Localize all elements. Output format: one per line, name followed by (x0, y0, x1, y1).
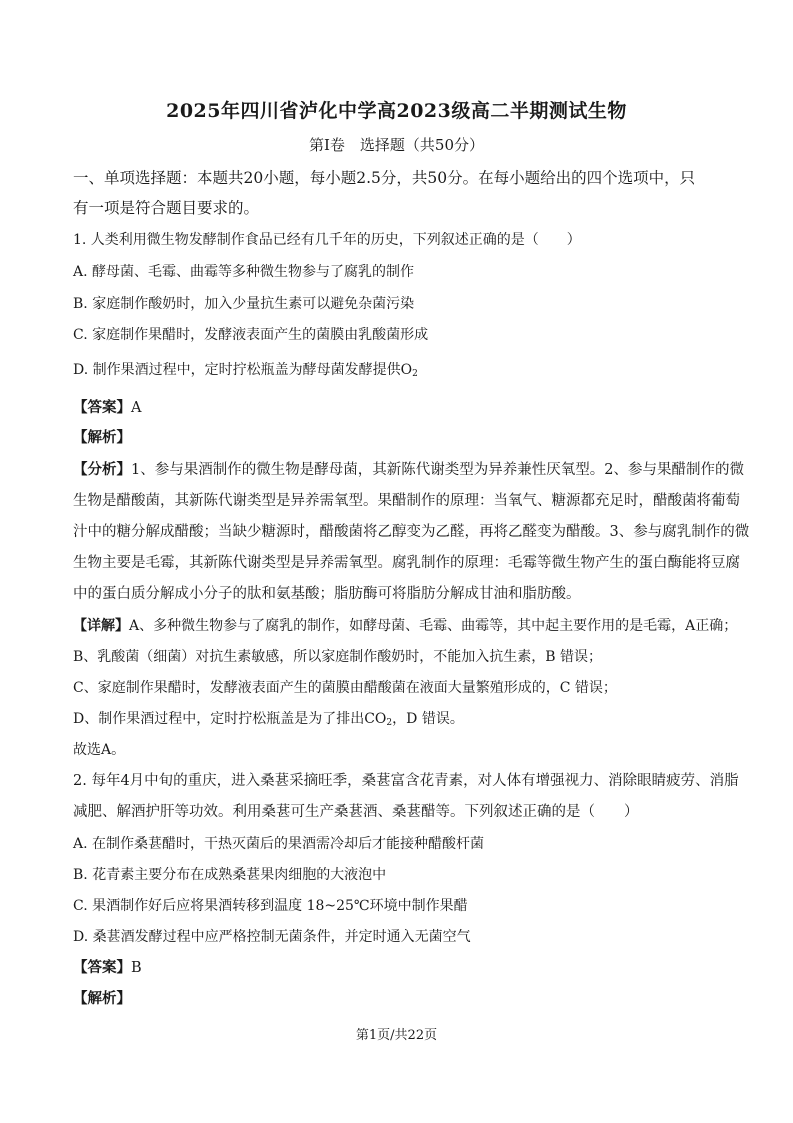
section-instruction-line-2: 有一项是符合题目要求的。 (73, 199, 260, 217)
page-number: 第1页/共22页 (355, 1028, 438, 1043)
question-1-stem: 1. 人类利用微生物发酵制作食品已经有几千年的历史，下列叙述正确的是（ ） (73, 232, 581, 248)
question-2-stem-line-1: 2. 每年4月中旬的重庆，进入桑葚采摘旺季，桑葚富含花青素，对人体有增强视力、消除眼睛疲劳、消脂 (73, 773, 739, 789)
question-1-xiangjie-line-4: D、制作果酒过程中，定时拧松瓶盖是为了排出$CO_2$，D 错误。 (73, 711, 464, 728)
question-2-option-d: D. 桑葚酒发酵过程中应严格控制无菌条件，并定时通入无菌空气 (73, 929, 471, 945)
question-1-conclusion: 故选A。 (73, 742, 126, 758)
question-1-fenxi-line-4: 生物主要是毛霉，其新陈代谢类型是异养需氧型。腐乳制作的原理：毛霉等微生物产生的蛋白酶能将豆腐 (73, 555, 740, 571)
section-instruction-line-1: 一、单项选择题：本题共20小题，每小题2.5分，共50分。在每小题给出的四个选项中，只 (73, 169, 696, 187)
question-1-fenxi-line-5: 中的蛋白质分解成小分子的肽和氨基酸；脂肪酶可将脂肪分解成甘油和脂肪酸。 (73, 586, 581, 602)
question-1-xiangjie-line-1: 【详解】A、多种微生物参与了腐乳的制作，如酵母菌、毛霉、曲霉等，其中起主要作用的是毛霉，A正确； (73, 618, 738, 634)
section-subtitle: 第Ⅰ卷 选择题（共50分） (308, 136, 484, 154)
question-2-answer: 【答案】B (73, 959, 142, 976)
question-1-option-a: A. 酵母菌、毛霉、曲霉等多种微生物参与了腐乳的制作 (73, 264, 415, 280)
question-1-xiangjie-line-2: B、乳酸菌（细菌）对抗生素敏感，所以家庭制作酸奶时，不能加入抗生素，B 错误； (73, 649, 603, 665)
question-1-xiangjie-line-3: C、家庭制作果醋时，发酵液表面产生的菌膜由醋酸菌在液面大量繁殖形成的，C 错误； (73, 680, 617, 696)
question-2-analysis-label: 【解析】 (73, 990, 131, 1007)
question-1-option-c: C. 家庭制作果醋时，发酵液表面产生的菌膜由乳酸菌形成 (73, 327, 429, 343)
question-1-fenxi-line-2: 生物是醋酸菌，其新陈代谢类型是异养需氧型。果醋制作的原理：当氧气、糖源都充足时，醋酸菌将葡萄 (73, 493, 740, 509)
question-2-option-c: C. 果酒制作好后应将果酒转移到温度 18~25℃环境中制作果醋 (73, 898, 468, 914)
question-1-option-d: D. 制作果酒过程中，定时拧松瓶盖为酵母菌发酵提供$O_2$ (73, 362, 418, 379)
question-1-fenxi-line-3: 汁中的糖分解成醋酸；当缺少糖源时，醋酸菌将乙醇变为乙醛，再将乙醛变为醋酸。3、参与腐乳制作的微 (73, 524, 750, 540)
question-1-answer: 【答案】A (73, 399, 142, 416)
question-1-analysis-label: 【解析】 (73, 429, 131, 446)
question-1-fenxi-line-1: 【分析】1、参与果酒制作的微生物是酵母菌，其新陈代谢类型为异养兼性厌氧型。2、参与果醋制作的微 (73, 461, 744, 478)
question-2-option-b: B. 花青素主要分布在成熟桑葚果肉细胞的大液泡中 (73, 867, 387, 883)
question-1-option-b: B. 家庭制作酸奶时，加入少量抗生素可以避免杂菌污染 (73, 296, 415, 312)
page-title: 2025年四川省泸化中学高2023级高二半期测试生物 (166, 100, 627, 122)
question-2-stem-line-2: 减肥、解酒护肝等功效。利用桑葚可生产桑葚酒、桑葚醋等。下列叙述正确的是（ ） (73, 804, 639, 820)
question-2-option-a: A. 在制作桑葚醋时，干热灭菌后的果酒需冷却后才能接种醋酸杆菌 (73, 836, 485, 852)
